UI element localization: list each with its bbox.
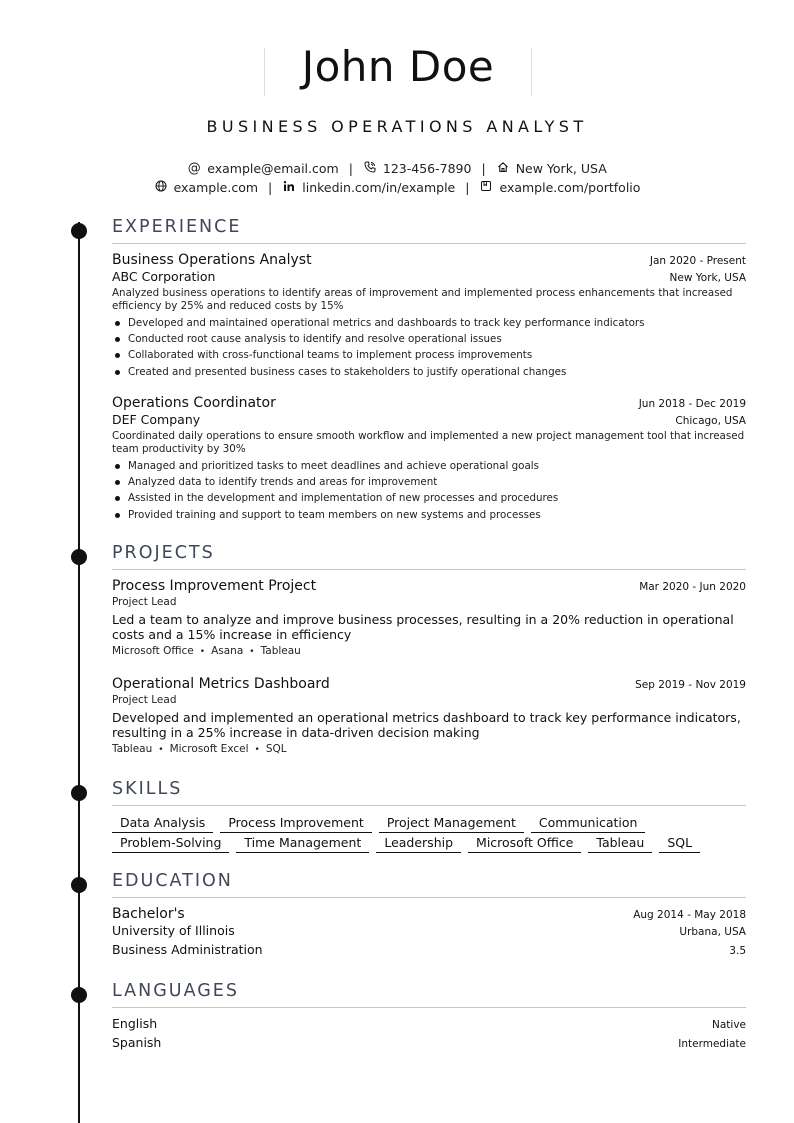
section-divider [112,897,746,898]
list-item: Assisted in the development and implementation of new processes and procedures [128,490,746,506]
tech-item: SQL [265,743,287,755]
section-heading: SKILLS [112,779,183,799]
experience-entry [112,395,746,523]
section-divider [112,805,746,806]
bullet-separator: • [199,647,206,657]
position-title: Operations Coordinator [112,395,276,411]
skill-tag: Communication [531,814,646,833]
projects-section [112,542,746,768]
portfolio-contact[interactable] [479,178,640,197]
company-name: DEF Company [112,412,201,427]
skill-tag: SQL [659,834,700,853]
job-summary: Analyzed business operations to identify areas of improvement and implemented process enhancements that increased efficiency by 25% and reduced costs by 15% [112,287,733,312]
timeline-dot-education [71,877,87,893]
contact-info [0,159,794,197]
list-item: Created and presented business cases to stakeholders to justify operational changes [128,364,746,380]
portfolio-text: example.com/portfolio [499,180,641,195]
list-item: Conducted root cause analysis to identify and resolve operational issues [128,331,746,347]
achievement-list [112,315,746,380]
job-title: BUSINESS OPERATIONS ANALYST [206,117,588,136]
skill-tag: Tableau [588,834,652,853]
education-entry [112,906,746,961]
skill-tag: Leadership [376,834,461,853]
date-range: Aug 2014 - May 2018 [633,909,746,921]
date-range: Jan 2020 - Present [649,255,746,267]
email-text: example@email.com [207,161,339,176]
company-name: ABC Corporation [112,269,216,284]
bullet-separator: • [254,745,260,755]
location-contact [496,159,607,178]
experience-section [112,216,746,536]
language-name: English [112,1016,158,1031]
skill-tag: Microsoft Office [468,834,581,853]
website-text: example.com [173,180,259,195]
date-range: Jun 2018 - Dec 2019 [638,398,746,410]
achievement-list [112,458,746,523]
project-tech-list [112,645,746,657]
skills-section [112,778,746,862]
section-heading: EDUCATION [112,871,233,891]
skill-row [112,814,746,834]
degree: Bachelor's [112,906,185,922]
phone-text: 123-456-7890 [382,161,472,176]
contact-row-1 [0,159,794,178]
field-of-study: Business Administration [112,942,263,957]
school-name: University of Illinois [112,923,235,938]
project-entry [112,578,746,657]
project-name: Operational Metrics Dashboard [112,676,330,692]
section-heading: LANGUAGES [112,981,239,1001]
project-role: Project Lead [112,596,177,608]
experience-entry [112,252,746,380]
project-tech-list [112,743,746,755]
skill-tag: Data Analysis [112,814,213,833]
position-title: Business Operations Analyst [112,252,312,268]
tech-item: Tableau [260,645,301,657]
project-name: Process Improvement Project [112,578,317,594]
phone-icon [363,161,377,176]
project-role: Project Lead [112,694,177,706]
list-item: Analyzed data to identify trends and areas for improvement [128,474,746,490]
section-divider [112,569,746,570]
date-range: Sep 2019 - Nov 2019 [635,679,746,691]
section-divider [112,243,746,244]
tech-item: Asana [211,645,244,657]
home-icon [496,161,510,176]
list-item: Provided training and support to team members on new systems and processes [128,507,746,523]
globe-icon [154,180,168,195]
language-name: Spanish [112,1035,162,1050]
separator: | [481,161,486,176]
language-row [112,1016,746,1035]
location-text: New York, USA [515,161,607,176]
contact-row-2 [0,178,794,197]
timeline-dot-projects [71,549,87,565]
job-summary: Coordinated daily operations to ensure smooth workflow and implemented a new project management tool that increased team productivity by 30% [112,430,745,455]
separator: | [268,180,273,195]
skill-tag: Project Management [379,814,524,833]
tech-item: Microsoft Excel [169,743,249,755]
language-level: Native [712,1019,746,1031]
section-divider [112,1007,746,1008]
linkedin-icon [282,180,296,195]
skill-tag: Problem-Solving [112,834,229,853]
separator: | [348,161,353,176]
email-contact[interactable] [187,159,338,178]
skill-row [112,834,746,854]
timeline-dot-experience [71,223,87,239]
phone-contact[interactable] [363,159,472,178]
bullet-separator: • [158,745,164,755]
project-entry [112,676,746,755]
list-item: Collaborated with cross-functional teams to implement process improvements [128,347,746,363]
linkedin-contact[interactable] [282,178,455,197]
list-item: Managed and prioritized tasks to meet deadlines and achieve operational goals [128,458,746,474]
candidate-name: John Doe [301,42,495,91]
timeline-dot-languages [71,987,87,1003]
skill-tag: Process Improvement [220,814,371,833]
portfolio-icon [479,180,493,195]
language-row [112,1035,746,1054]
project-description: Led a team to analyze and improve business processes, resulting in a 20% reduction in operational costs and a 15% increase in efficiency [112,612,734,642]
job-location: New York, USA [669,272,746,284]
languages-section [112,980,746,1060]
language-level: Intermediate [678,1038,746,1050]
gpa: 3.5 [729,945,746,957]
name-frame [264,42,532,96]
skill-tags [112,814,746,854]
at-icon: @ [187,160,201,176]
date-range: Mar 2020 - Jun 2020 [639,581,746,593]
project-description: Developed and implemented an operational metrics dashboard to track key performance indicators, resulting in a 25% increase in data-driven decision making [112,710,741,740]
linkedin-text: linkedin.com/in/example [302,180,456,195]
separator: | [465,180,470,195]
list-item: Developed and maintained operational metrics and dashboards to track key performance indicators [128,315,746,331]
tech-item: Microsoft Office [112,645,194,657]
bullet-separator: • [249,647,255,657]
job-location: Chicago, USA [675,415,746,427]
section-heading: EXPERIENCE [112,217,242,237]
skill-tag: Time Management [236,834,369,853]
website-contact[interactable] [154,178,258,197]
section-heading: PROJECTS [112,543,215,563]
education-section [112,870,746,970]
school-location: Urbana, USA [679,926,746,938]
timeline-dot-skills [71,785,87,801]
tech-item: Tableau [112,743,153,755]
language-list [112,1016,746,1054]
